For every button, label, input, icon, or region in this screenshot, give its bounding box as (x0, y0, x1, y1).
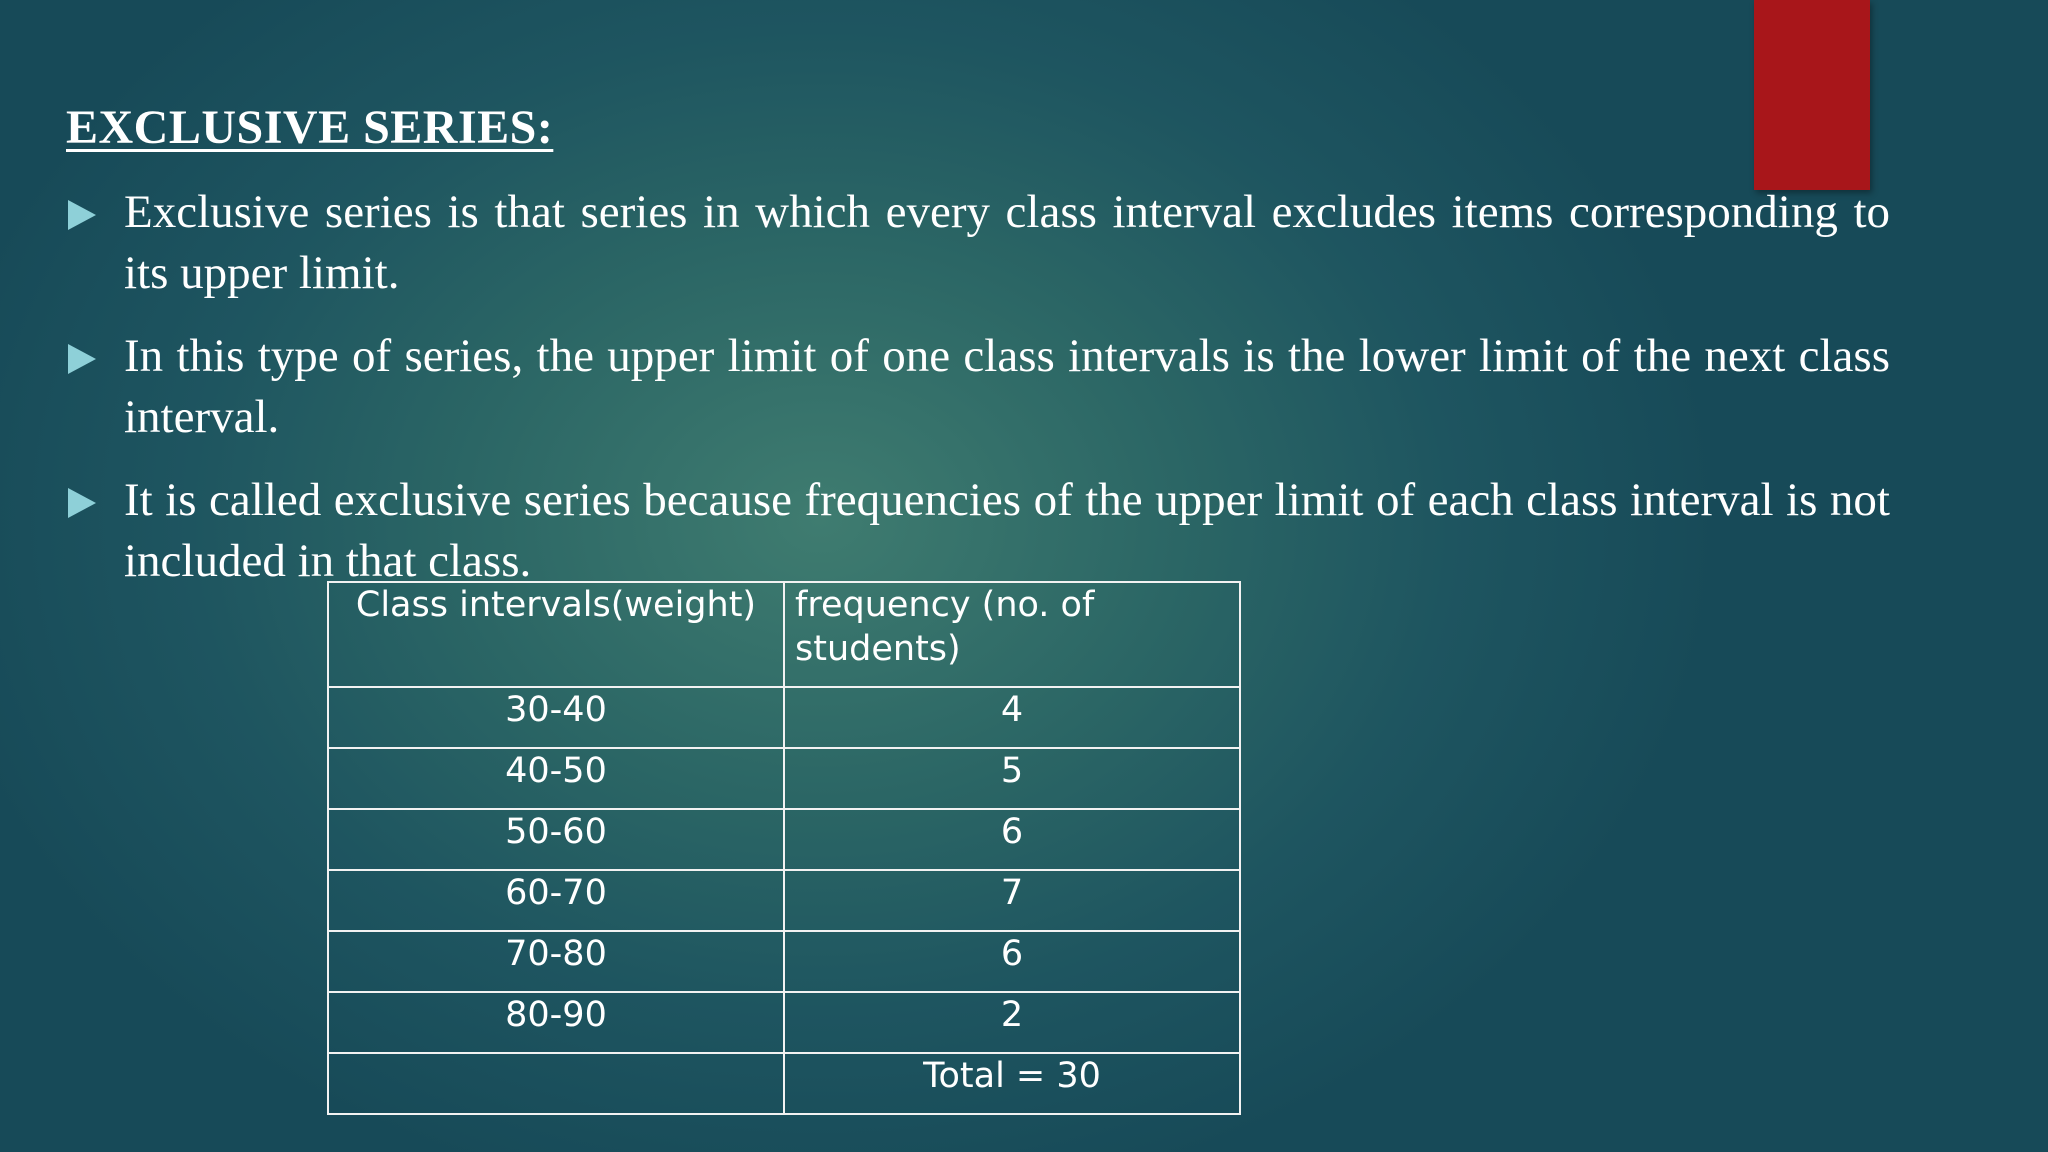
class-interval-cell: 60-70 (328, 870, 784, 931)
table-row (328, 931, 1240, 992)
empty-cell (328, 1053, 784, 1114)
frequency-cell: 5 (784, 748, 1240, 809)
bullet-item (66, 470, 1890, 592)
bullet-text: It is called exclusive series because frequencies of the upper limit of each class interval is not included in that class. (124, 474, 1890, 587)
triangle-bullet-icon (68, 200, 96, 230)
frequency-cell: 6 (784, 809, 1240, 870)
class-interval-cell: 30-40 (328, 687, 784, 748)
triangle-bullet-icon (68, 488, 96, 518)
total-cell: Total = 30 (784, 1053, 1240, 1114)
bullet-list (66, 182, 1890, 614)
table-row (328, 748, 1240, 809)
frequency-cell: 7 (784, 870, 1240, 931)
frequency-cell: 6 (784, 931, 1240, 992)
red-accent-tab (1754, 0, 1870, 190)
frequency-table-container (327, 581, 1241, 1115)
bullet-text: Exclusive series is that series in which every class interval excludes items corresponding to its upper limit. (124, 186, 1890, 299)
class-interval-cell: 50-60 (328, 809, 784, 870)
frequency-table (327, 581, 1241, 1115)
column-header-frequency: frequency (no. of students) (784, 582, 1240, 687)
class-interval-cell: 80-90 (328, 992, 784, 1053)
bullet-item (66, 182, 1890, 304)
column-header-class-intervals: Class intervals(weight) (328, 582, 784, 687)
frequency-cell: 4 (784, 687, 1240, 748)
frequency-cell: 2 (784, 992, 1240, 1053)
class-interval-cell: 70-80 (328, 931, 784, 992)
bullet-item (66, 326, 1890, 448)
table-total-row (328, 1053, 1240, 1114)
table-row (328, 992, 1240, 1053)
class-interval-cell: 40-50 (328, 748, 784, 809)
table-row (328, 809, 1240, 870)
slide-title: EXCLUSIVE SERIES: (66, 101, 554, 154)
bullet-text: In this type of series, the upper limit of one class intervals is the lower limit of the next class interval. (124, 330, 1890, 443)
table-header-row (328, 582, 1240, 687)
triangle-bullet-icon (68, 344, 96, 374)
table-row (328, 687, 1240, 748)
table-row (328, 870, 1240, 931)
